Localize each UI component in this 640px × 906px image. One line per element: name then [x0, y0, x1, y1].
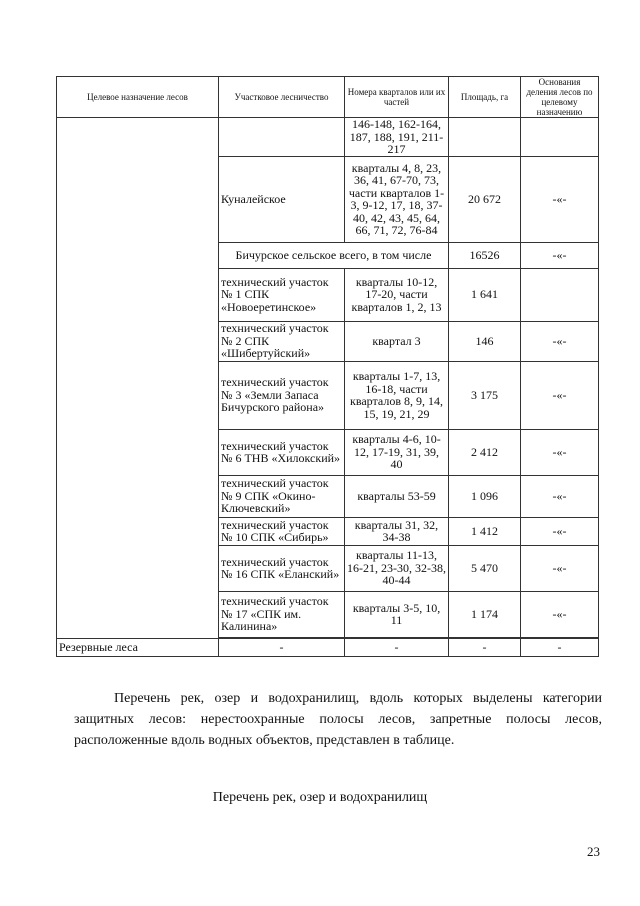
purpose-cell: Резервные леса	[57, 638, 219, 656]
district-cell: технический участок № 17 «СПК им. Калинина»	[219, 591, 345, 637]
basis-cell: -«-	[521, 591, 599, 637]
area-cell: 1 096	[449, 475, 521, 517]
basis-cell: -«-	[521, 321, 599, 361]
area-cell: 1 412	[449, 517, 521, 545]
blocks-cell: кварталы 4-6, 10-12, 17-19, 31, 39, 40	[345, 429, 449, 475]
blocks-cell: кварталы 10-12, 17-20, части кварталов 1, 2, 13	[345, 268, 449, 321]
area-cell: 1 174	[449, 591, 521, 637]
purpose-cell-empty	[57, 118, 219, 639]
district-cell: технический участок № 10 СПК «Сибирь»	[219, 517, 345, 545]
area-cell: 20 672	[449, 156, 521, 242]
district-cell: технический участок № 2 СПК «Шибертуйский»	[219, 321, 345, 361]
header-blocks: Номера кварталов или их частей	[345, 77, 449, 118]
basis-cell	[521, 268, 599, 321]
basis-cell: -«-	[521, 545, 599, 591]
blocks-cell: кварталы 11-13, 16-21, 23-30, 32-38, 40-44	[345, 545, 449, 591]
blocks-cell: кварталы 3-5, 10, 11	[345, 591, 449, 637]
table-row	[57, 638, 599, 656]
district-cell: Куналейское	[219, 156, 345, 242]
table-header-row	[57, 77, 599, 118]
header-purpose: Целевое назначение лесов	[57, 77, 219, 118]
district-cell: технический участок № 1 СПК «Новоеретинское»	[219, 268, 345, 321]
area-cell	[449, 118, 521, 157]
body-paragraph: Перечень рек, озер и водохранилищ, вдоль которых выделены категории защитных лесов: нерестоохранные полосы лесов, запретные полосы лесов, расположенные вдоль водных объектов, представлен в таблице.	[74, 691, 602, 748]
blocks-cell: кварталы 31, 32, 34-38	[345, 517, 449, 545]
area-cell: 2 412	[449, 429, 521, 475]
basis-cell: -«-	[521, 242, 599, 268]
district-cell: технический участок № 3 «Земли Запаса Бичурского района»	[219, 361, 345, 429]
basis-cell: -«-	[521, 475, 599, 517]
area-cell: 5 470	[449, 545, 521, 591]
district-cell: технический участок № 6 ТНВ «Хилокский»	[219, 429, 345, 475]
header-area: Площадь, га	[449, 77, 521, 118]
header-district: Участковое лесничество	[219, 77, 345, 118]
basis-cell: -«-	[521, 429, 599, 475]
blocks-cell: квартал 3	[345, 321, 449, 361]
area-cell: 3 175	[449, 361, 521, 429]
area-cell: 1 641	[449, 268, 521, 321]
basis-cell: -«-	[521, 517, 599, 545]
basis-cell: -«-	[521, 361, 599, 429]
blocks-cell: кварталы 53-59	[345, 475, 449, 517]
blocks-cell: кварталы 1-7, 13, 16-18, части кварталов 8, 9, 14, 15, 19, 21, 29	[345, 361, 449, 429]
area-cell: -	[449, 638, 521, 656]
header-basis: Основания деления лесов по целевому назначению	[521, 77, 599, 118]
basis-cell: -	[521, 638, 599, 656]
district-cell: технический участок № 16 СПК «Еланский»	[219, 545, 345, 591]
forest-purpose-table	[56, 76, 599, 657]
basis-cell: -«-	[521, 156, 599, 242]
district-cell: -	[219, 638, 345, 656]
table-caption: Перечень рек, озер и водохранилищ	[212, 790, 428, 805]
blocks-cell: 146-148, 162-164, 187, 188, 191, 211-217	[345, 118, 449, 157]
blocks-cell: кварталы 4, 8, 23, 36, 41, 67-70, 73, части кварталов 1-3, 9-12, 17, 18, 37-40, 42, 43, 45, 64, 66, 71, 72, 76-84	[345, 156, 449, 242]
page-number: 23	[587, 844, 600, 859]
area-cell: 146	[449, 321, 521, 361]
blocks-cell: -	[345, 638, 449, 656]
table-row	[57, 118, 599, 157]
district-cell	[219, 118, 345, 157]
district-total-cell: Бичурское сельское всего, в том числе	[219, 242, 449, 268]
basis-cell	[521, 118, 599, 157]
area-cell: 16526	[449, 242, 521, 268]
district-cell: технический участок № 9 СПК «Окино-Ключевский»	[219, 475, 345, 517]
